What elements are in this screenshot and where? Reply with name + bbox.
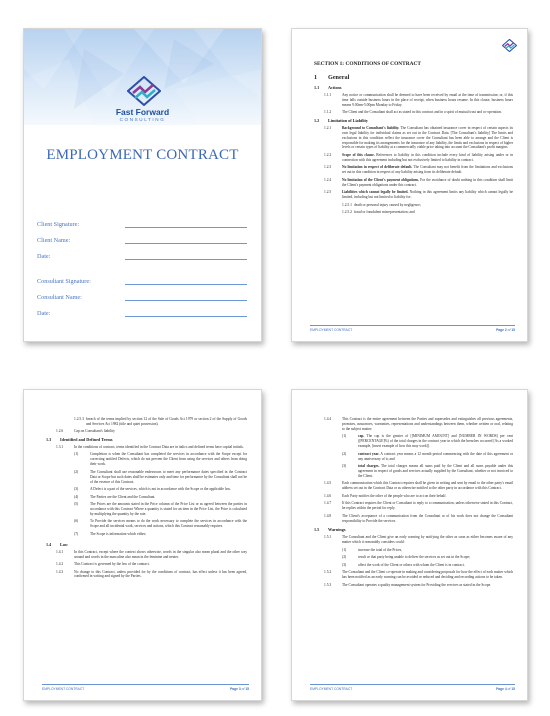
defined-term-3: (3) A Defect is a part of the services, which is not in accordance with the Scope or the applicable law. bbox=[74, 487, 231, 492]
consultant-date-line[interactable] bbox=[125, 316, 247, 317]
clause-1-4-5: 1.4.5 Each communication which this Contract requires shall be given in writing and sent by email to the other party's email address set out in the Contract Data or as otherwise notified to the other party in accordance with this Contract. bbox=[324, 481, 513, 491]
page-footer bbox=[310, 684, 515, 691]
clause-1-5-2: 1.5.2 The Consultant and the Client co-operate in making and considering proposals for how the effect of each matter which has been notified as an early warning can be avoided or reduced and deciding and recording actions to be taken. bbox=[324, 570, 513, 580]
definition-contract-year: (2) contract year. A contract year means a 12 month period commencing with the date of this agreement or any anniversary of it; and bbox=[342, 451, 513, 461]
defined-term-2: (2) The Consultant shall use reasonable endeavours to meet any performance dates specified in the Contract Data or Scope but such dates shall be estimates only and time for performance by the Consultant shall not be of the essence of this Contract. bbox=[74, 469, 247, 484]
clause-1-2-1: 1.2.1 Background to Consultant's liability. The Consultant has obtained insurance cover in respect of certain aspects its own legal liability for individual claims as set out in the Contract Data. [The Consultant's liability] The limits and exclusions in this condition reflect the insurance cover the Consultant has been able to arrange and the Client is responsible for making its arrangements for the insurance of any liability, the limits and exclusions in respect of higher levels or certain types of liability at a commercially viable price taking into account the Consultant's profit margins. bbox=[324, 125, 514, 150]
client-name-row[interactable] bbox=[37, 235, 247, 245]
client-signature-label: Client Signature: bbox=[37, 221, 80, 228]
page-4 bbox=[291, 389, 528, 701]
footer-page-number: Page 4 of 15 bbox=[496, 687, 515, 691]
clause-1-2-2: 1.2.2 Scope of this clause. References to liability in this condition include every kind of liability arising under or in connection with this agreement including but not exclusively limited to liability in contract. bbox=[324, 152, 513, 162]
defined-term-4: (4) The Parties are the Client and the Consultant. bbox=[74, 494, 156, 499]
client-signature-line[interactable] bbox=[125, 227, 247, 228]
consultant-signature-line[interactable] bbox=[125, 284, 247, 285]
clause-1-2-4: 1.2.4 No limitation of the Client's payment obligations. For the avoidance of doubt nothing in this condition shall limit the Client's payment obligations under this contract. bbox=[324, 177, 514, 187]
heading-identified-and-defined-terms: 1.3 Identified and Defined Terms bbox=[46, 436, 113, 442]
brand-name: Fast Forward bbox=[115, 107, 170, 117]
clause-1-1-2: 1.1.2 The Client and the Consultant shall act as stated in this contract and in a spirit of mutual trust and co-operation. bbox=[324, 110, 502, 115]
clause-1-4-3: 1.4.3 No change to this Contract, unless provided for by the conditions of contract, has effect unless it has been agreed, confirmed in writing and signed by the Parties. bbox=[56, 569, 247, 579]
clause-1-4-4: 1.4.4 This Contract is the entire agreement between the Parties and supersedes and extinguishes all previous agreements, promises, assurances, warranties, representations and understandings between them, whether written or oral, relating to the subject matter: bbox=[324, 417, 513, 431]
definition-cap: (1) cap. The cap is the greater of [[MINIMUM AMOUNT] and [NUMBER IN WORDS] per cent ([PERCENTAGE]%) of the total charges in the contract year in which the breaches occurred [As a worked example, [insert example of how this may work]]. bbox=[342, 434, 513, 449]
diamond-arrows-logo-icon bbox=[502, 39, 517, 52]
consultant-name-line[interactable] bbox=[125, 300, 247, 301]
brand-tagline: CONSULTING bbox=[119, 117, 166, 122]
clause-1-2-5-1: 1.2.5.1 death or personal injury caused by negligence; bbox=[342, 202, 421, 207]
footer-doc-title: EMPLOYMENT CONTRACT bbox=[310, 328, 353, 332]
clause-1-2-6: 1.2.6 Cap on Consultant's liability bbox=[56, 429, 115, 434]
page-2-content bbox=[314, 61, 513, 218]
clause-1-2-5-3: 1.2.5.3 breach of the terms implied by section 12 of the Sale of Goods Act 1979 or section 2 of the Supply of Goods and Services Act 1982 (title and quiet possession). bbox=[74, 417, 247, 426]
clause-1-2-5: 1.2.5 Liabilities which cannot legally be limited. Nothing in this agreement limits any liability which cannot legally be limited, including but not limited to liability for: bbox=[324, 190, 513, 200]
definition-total-charges: (3) total charges. The total charges means all sums paid by the Client and all sums payable under this agreement in respect of goods and services actually supplied by the Consultant, whether or not invoiced to the Client. bbox=[342, 464, 514, 478]
page-2 bbox=[291, 28, 528, 342]
document-title: EMPLOYMENT CONTRACT bbox=[46, 147, 239, 163]
clause-1-2-5-2: 1.2.5.2 fraud or fraudulent misrepresentation; and bbox=[342, 210, 415, 215]
clause-1-4-2: 1.4.2 This Contract is governed by the law of the contract. bbox=[56, 562, 150, 567]
client-name-line[interactable] bbox=[125, 243, 247, 244]
section-title: SECTION 1: CONDITIONS OF CONTRACT bbox=[314, 61, 422, 67]
page-4-content bbox=[314, 417, 513, 590]
clause-1-4-1: 1.4.1 In this Contract, except where the context shows otherwise, words in the singular also mean plural and the other way around and words in the masculine also mean in the feminine and neuter. bbox=[56, 549, 247, 559]
consultant-date-row[interactable] bbox=[37, 308, 247, 318]
page-footer bbox=[42, 684, 249, 691]
warning-item-2: (2) result or that party being unable to deliver the services as set out in the Scope; bbox=[342, 555, 471, 560]
page-footer bbox=[310, 325, 515, 332]
client-signature-row[interactable] bbox=[37, 219, 247, 229]
page-3-content bbox=[46, 417, 247, 582]
clause-1-5-1: 1.5.1 The Consultant and the Client give an early warning by notifying the other as soon as either becomes aware of any matter which it reasonably considers could: bbox=[324, 535, 513, 545]
client-date-line[interactable] bbox=[125, 259, 247, 260]
heading-law: 1.4 Law bbox=[46, 541, 68, 547]
clause-1-4-8: 1.4.8 The Client's acceptance of a communication from the Consultant or of his work does not change the Consultant responsibility to Provide the services. bbox=[324, 513, 513, 523]
defined-term-6: (6) To Provide the services means to do the work necessary to complete the services in accordance with the Scope and all incidental work, services and actions, which this Contract reasonably requires. bbox=[74, 519, 247, 529]
defined-term-1: (1) Completion is when the Consultant has completed the services in accordance with the Scope except for correcting notified Defects, which do not prevent the Client from using the services and others from doing their work. bbox=[74, 452, 247, 467]
heading-warnings: 1.5 Warnings bbox=[314, 527, 346, 533]
footer-page-number: Page 2 of 15 bbox=[496, 328, 515, 332]
clause-1-1-1: 1.1.1 Any notice or communication shall be deemed to have been received by email at the time of transmission; or, if this time falls outside business hours in the place of receipt, when business hours resume. In this clause, business hours means 9.00am-5.00pm Monday to Friday. bbox=[324, 93, 513, 107]
heading-general: 1 General bbox=[314, 74, 350, 81]
clause-1-2-3: 1.2.3 No limitation in respect of deliberate default. The Consultant may not benefit from the limitations and exclusions set out in this condition in respect of any liability arising from its deliberate default. bbox=[324, 165, 513, 175]
heading-limitation-of-liability: 1.2 Limitation of Liability bbox=[314, 117, 369, 123]
consultant-date-label: Date: bbox=[37, 310, 51, 317]
defined-term-5: (5) The Prices are the amounts stated in the Price column of the Price List or as agreed between the parties in accordance with this Contract Where a quantity is stated for an item in the Price List, the Price is calculated by multiplying the quantity by the rate. bbox=[74, 502, 247, 516]
client-date-label: Date: bbox=[37, 253, 51, 260]
consultant-name-label: Consultant Name: bbox=[37, 294, 82, 301]
clause-1-3-1: 1.3.1 In the conditions of contract, terms identified in the Contract Data are in italics and defined terms have capital initials. bbox=[56, 444, 244, 449]
warning-item-1: (1) increase the total of the Prices, bbox=[342, 547, 403, 552]
clause-1-5-3: 1.5.3 The Consultant operates a quality management system for Providing the services as stated in the Scope. bbox=[324, 582, 492, 587]
defined-term-7: (7) The Scope is information which either; bbox=[74, 531, 147, 536]
consultant-signature-label: Consultant Signature: bbox=[37, 278, 91, 285]
footer-doc-title: EMPLOYMENT CONTRACT bbox=[310, 687, 353, 691]
footer-doc-title: EMPLOYMENT CONTRACT bbox=[42, 687, 85, 691]
clause-1-4-6: 1.4.6 Each Party notifies the other of the people who are to act on their behalf. bbox=[324, 493, 447, 498]
page-3 bbox=[23, 389, 262, 701]
client-name-label: Client Name: bbox=[37, 237, 71, 244]
heading-actions: 1.1 Actions bbox=[314, 85, 342, 90]
consultant-name-row[interactable] bbox=[37, 292, 247, 302]
diamond-arrows-logo-icon bbox=[127, 76, 161, 106]
clause-1-4-7: 1.4.7 If this Contract requires the Client or Consultant to reply to a communication, unless otherwise stated in this Contract, he replies within the period for reply. bbox=[324, 501, 513, 511]
consultant-signature-row[interactable] bbox=[37, 276, 247, 286]
cover-page bbox=[23, 28, 262, 342]
warning-item-3: (3) affect the work of the Client or others with whom the Client is in contract. bbox=[342, 562, 465, 567]
client-date-row[interactable] bbox=[37, 251, 247, 261]
footer-page-number: Page 3 of 15 bbox=[230, 687, 249, 691]
